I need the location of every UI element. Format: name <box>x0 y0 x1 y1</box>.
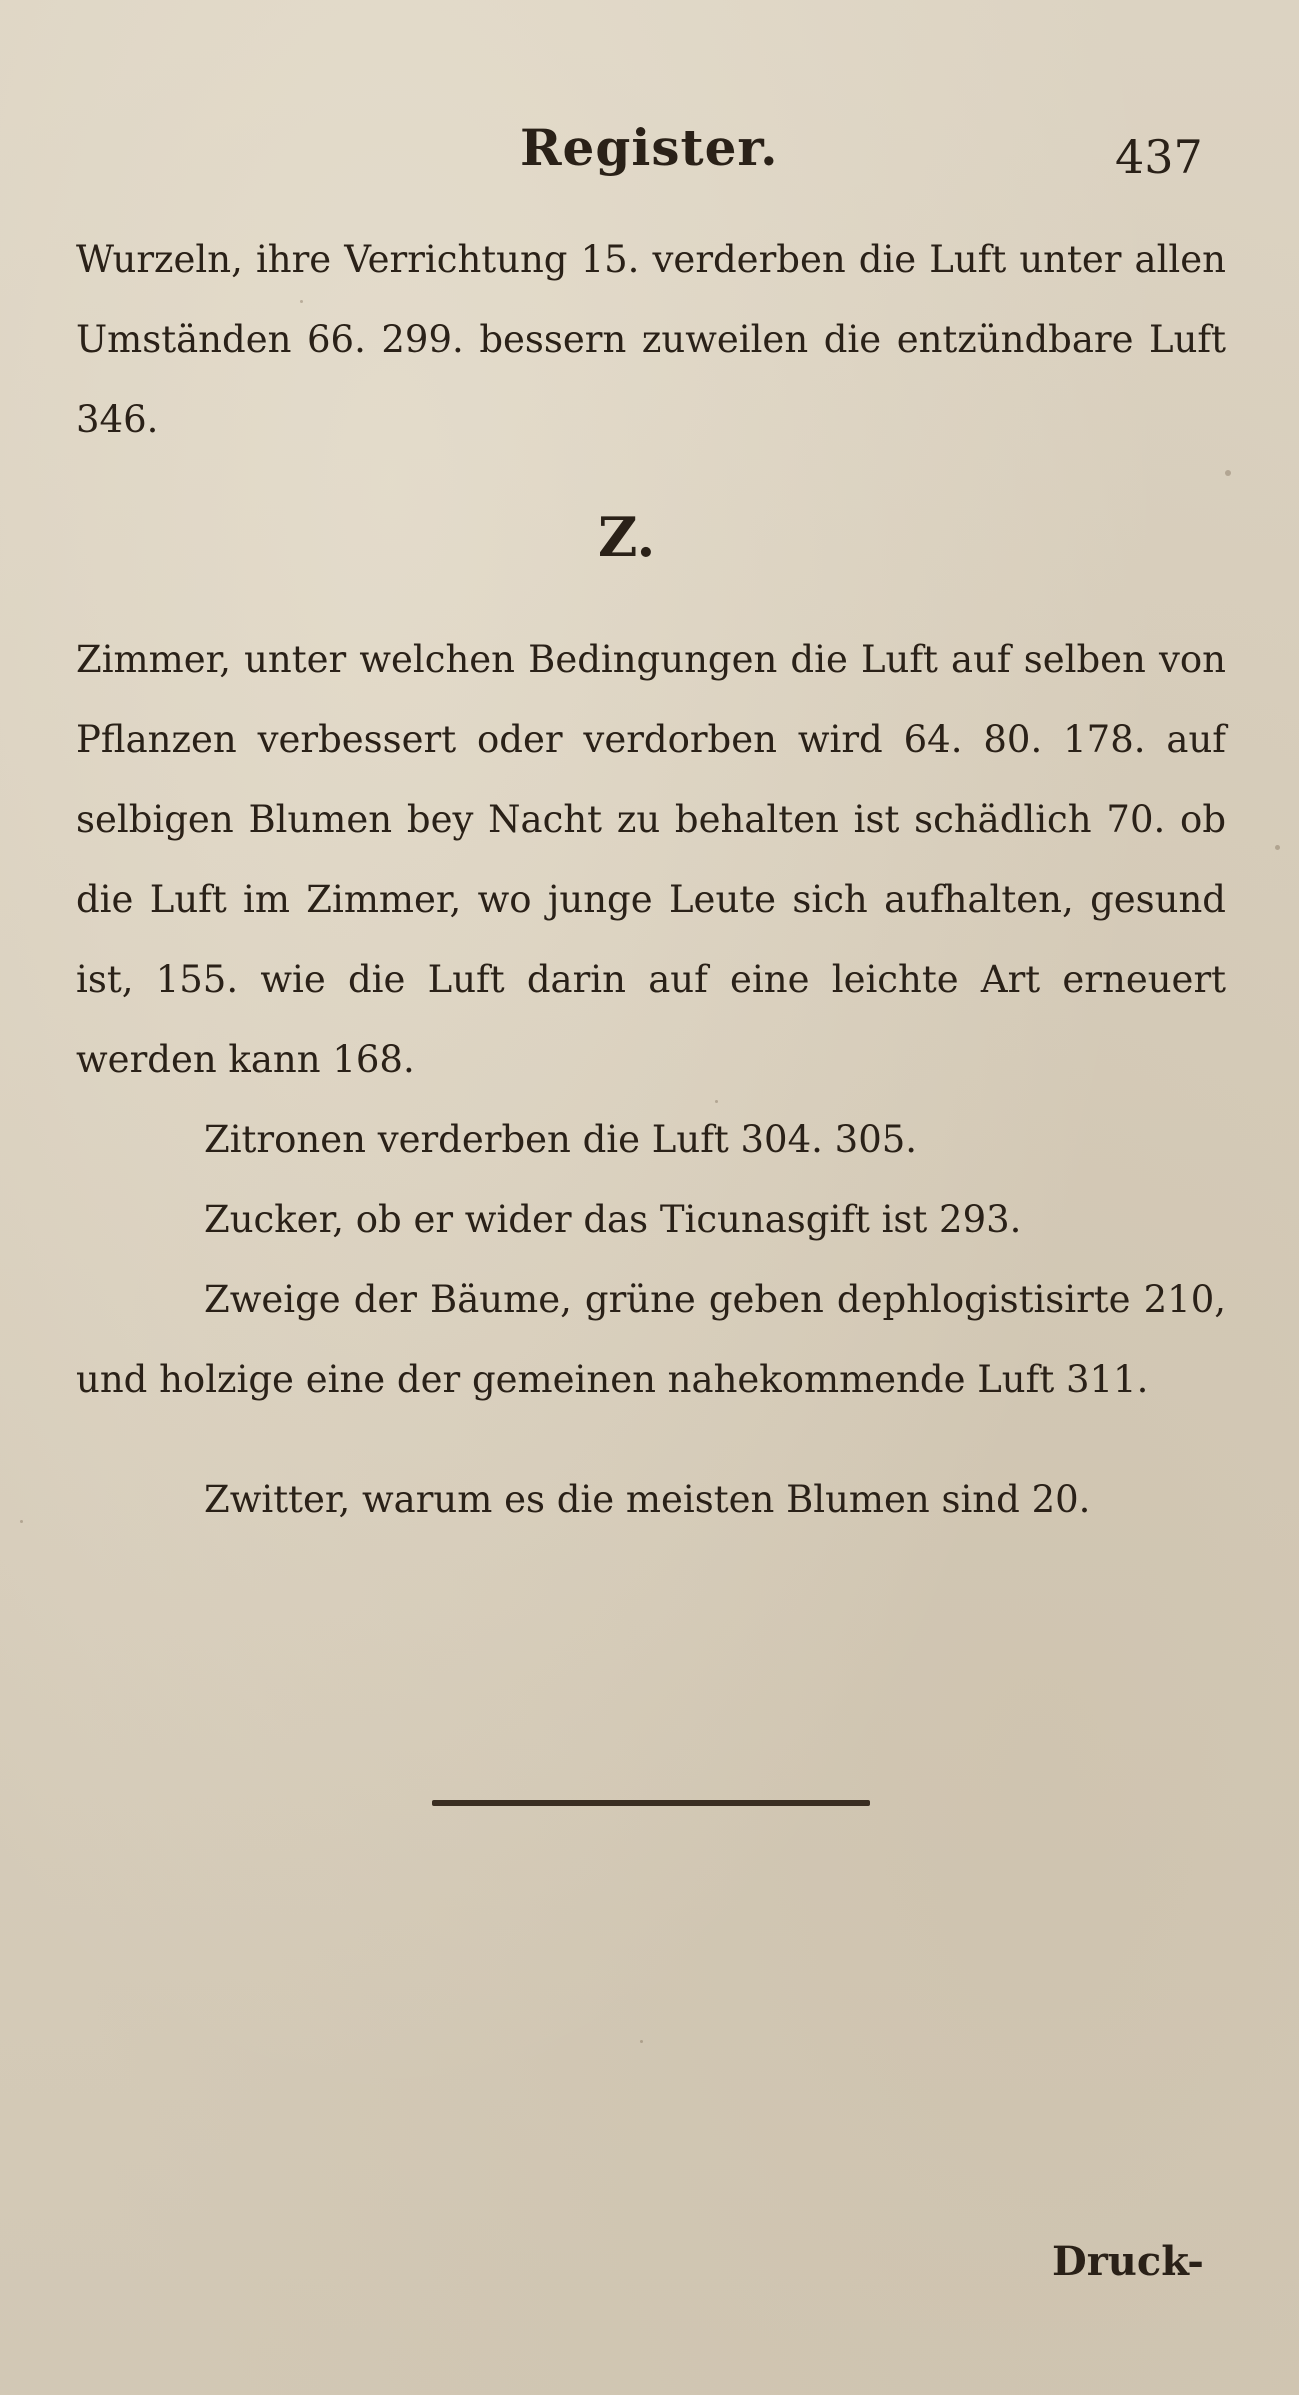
register-entry-zitronen: Zitronen verderben die Luft 304. 305. <box>204 1118 918 1161</box>
section-letter: Z. <box>598 505 656 569</box>
paper-speck <box>1275 845 1280 850</box>
paper-speck <box>1225 470 1231 476</box>
page-number: 437 <box>1115 130 1203 184</box>
catchword: Druck- <box>1052 2238 1204 2285</box>
register-entry-zweige: Zweige der Bäume, grüne geben dephlogistisirte 210, und holzige eine der gemeinen nahekommende Luft 311. <box>76 1278 1226 1401</box>
register-entry-zwitter: Zwitter, warum es die meisten Blumen sind 20. <box>204 1478 1091 1521</box>
register-entry-zucker: Zucker, ob er wider das Ticunasgift ist 293. <box>204 1198 1022 1241</box>
register-entry-zimmer: Zimmer, unter welchen Bedingungen die Luft auf selben von Pflanzen verbessert oder verdorben wird 64. 80. 178. auf selbigen Blumen bey Nacht zu behalten ist schädlich 70. ob die Luft im Zimmer, wo junge Leute sich aufhalten, gesund ist, 155. wie die Luft darin auf eine leichte Art erneuert werden kann 168. <box>76 638 1226 1081</box>
page-title: Register. <box>520 118 779 177</box>
paper-speck <box>20 1520 23 1523</box>
paper-speck <box>640 2040 643 2043</box>
register-entry-wurzeln: Wurzeln, ihre Verrichtung 15. verderben die Luft unter allen Umständen 66. 299. bessern zuweilen die entzündbare Luft 346. <box>76 238 1226 441</box>
end-rule <box>432 1800 870 1806</box>
